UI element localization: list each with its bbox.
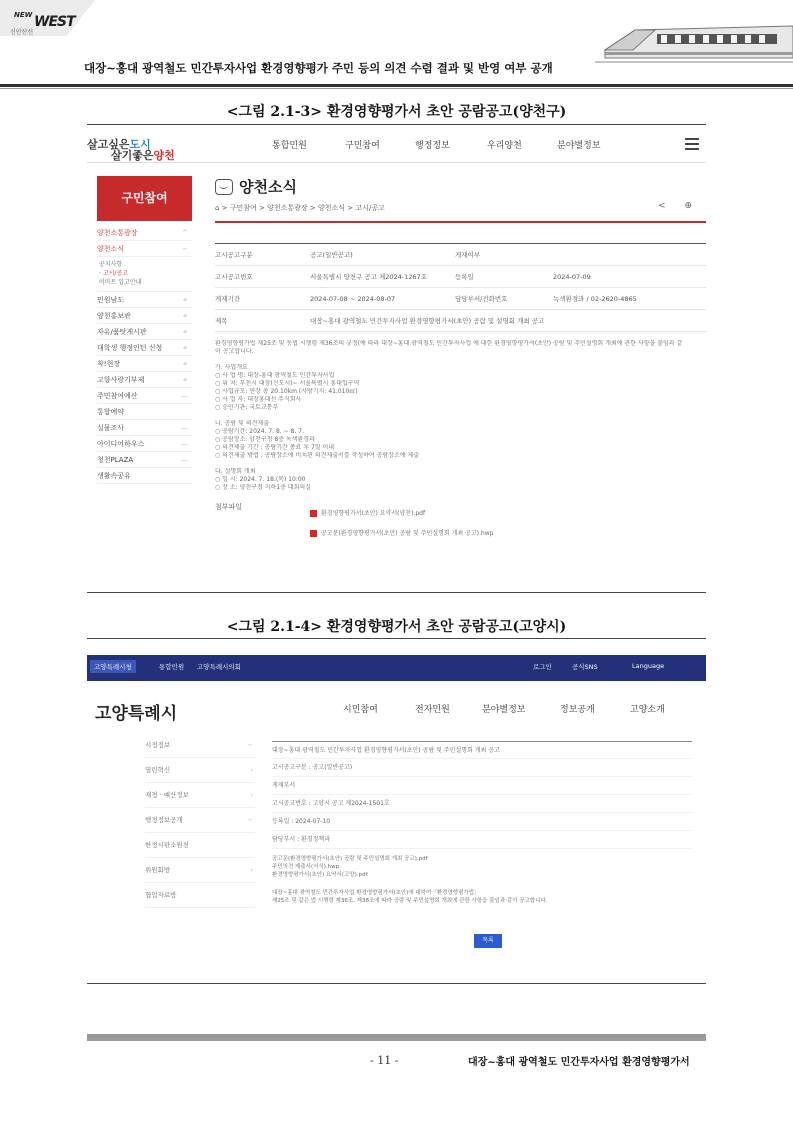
table-row: 고시공고번호 서울특별시 양천구 공고 제2024-1267호 등록일 2024-07-09 (215, 266, 706, 288)
footer-title: 대장~홍대 광역철도 민간투자사업 환경영향평가서 (468, 1057, 690, 1068)
hwp-file-icon (310, 530, 317, 537)
attachments (215, 502, 706, 542)
nav-item[interactable]: 전자민원 (415, 705, 450, 715)
figure2-screenshot (87, 655, 706, 980)
sidebar-item[interactable]: 청천PLAZA — (97, 452, 192, 468)
sidebar-item[interactable]: 민원남도 + (97, 292, 192, 308)
title-underline (215, 221, 706, 223)
header-rule (0, 84, 793, 87)
nav-item[interactable]: 정보공개 (560, 705, 595, 715)
attachment-list (272, 849, 692, 889)
pdf-file-icon (310, 510, 317, 517)
side-banner: 구민참여 (97, 176, 192, 221)
top-tab[interactable]: 고양특례시의회 (197, 663, 241, 671)
logo-word-4: 양천 (153, 149, 175, 162)
document-header-title: 대장~홍대 광역철도 민간투자사업 환경영향평가 주민 등의 의견 수렴 결과 및 반영 여부 공개 (84, 61, 553, 75)
sidebar-item[interactable]: 시정정보 − (145, 733, 255, 758)
figure1-screenshot (87, 128, 706, 588)
sidebar-item[interactable]: 고향사랑기부제 + (97, 372, 192, 388)
attachment-link[interactable]: 공고문(환경영향평가서(초안) 공람 및 주민설명회 개최 공고).hwp (310, 528, 493, 537)
login-link[interactable]: 로그인 (533, 663, 552, 671)
hamburger-menu-icon[interactable] (685, 138, 699, 150)
nav-item[interactable]: 통합민원 (272, 141, 307, 151)
sidebar-subitem[interactable]: 공지사항 (99, 261, 123, 268)
sidebar-item[interactable]: 생활속공유 (97, 468, 192, 484)
notice-field: 담당부서 : 환경정책과 (272, 831, 692, 849)
sidebar-item[interactable]: 재정 · 예산정보 › (145, 783, 255, 808)
sidebar-item[interactable]: 자유/품탓게시판 + (97, 324, 192, 340)
figure1-top-border (87, 124, 706, 125)
smile-icon (215, 179, 233, 195)
footer-bar (87, 1034, 706, 1041)
top-tab[interactable]: 통합민원 (159, 663, 185, 671)
notice-title: 대장~홍대 광역철도 민간투자사업 환경영향평가서(초안) 공람 및 주민설명회 개최 공고 (272, 741, 692, 759)
notice-field: 게재부서 (272, 777, 692, 795)
attachment-link[interactable]: 공고문(환경영향평가서(초안) 공람 및 주민설명회 개최 공고).pdf (272, 856, 428, 862)
attachments-label: 첨부파일 (215, 503, 243, 511)
sidebar-item[interactable]: 아이디어하우스 — (97, 436, 192, 452)
sidebar-item[interactable]: 통합예약 (97, 404, 192, 420)
figure1-bottom-border (87, 592, 706, 593)
sidebar-item[interactable]: 양천소통광장 ^ (97, 225, 192, 241)
attachment-link[interactable]: 환경영향평가서(초안) 요약서(고양).pdf (272, 872, 368, 878)
figure2-top-border (87, 638, 706, 639)
notice-table (215, 243, 706, 332)
header-rule-thin (0, 88, 793, 89)
page-number: - 11 - (370, 1054, 399, 1067)
list-button[interactable]: 목록 (474, 934, 502, 948)
nav-divider (87, 162, 706, 163)
nav-item[interactable]: 우리양천 (487, 141, 522, 151)
main-content (215, 176, 706, 542)
sidebar-item[interactable]: 대학생 행정인턴 신청 + (97, 340, 192, 356)
attachment-link[interactable]: 환경영향평가서(초안) 요약서(양천).pdf (310, 508, 425, 517)
notice-text: 대장~홍대 광역철도 민간투자사업 환경영향평가서(초안)에 대하여「환경영향평가법」 (272, 890, 480, 896)
notice-field: 고시공고번호 : 고양시 공고 제2024-1501호 (272, 795, 692, 813)
table-row: 고시공고구분 공고(일반공고) 게재여부 (215, 244, 706, 266)
breadcrumb-text: ⌂ > 구민참여 > 양천소통광장 > 양천소식 > 고시/공고 (215, 204, 385, 212)
logo-new-text: NEW (14, 11, 33, 19)
notice-text: 제25조 및 같은 법 시행령 제36조, 제38조에 따라 공람 및 주민설명회 개최에 관한 사항을 붙임과 같이 공고합니다. (272, 898, 548, 904)
goyang-brand[interactable]: 고양특례시 (95, 704, 178, 724)
figure2-caption: <그림 2.1-4> 환경영향평가서 초안 공람공고(고양시) (226, 619, 567, 635)
nav-item[interactable]: 분야별정보 (482, 705, 526, 715)
logo-west-text: WEST (34, 14, 75, 30)
sidebar (97, 225, 192, 484)
sidebar-item[interactable]: 행정정보공개 − (145, 808, 255, 833)
sidebar-item[interactable]: 열린혁신 › (145, 758, 255, 783)
sns-link[interactable]: 공식SNS (572, 663, 598, 671)
attachment-link[interactable]: 주민의견 제출서(서식).hwp (272, 864, 340, 870)
notice-body: 환경영향평가법 제25조 및 동법 시행령 제36조의 규정(에 따라 대장~홍대 광역철도 민간투자사업 에 대한 환경영향평가서(초안) 공람 및 주민설명회 개최에 관한 사항을 붙임과 같 이 공고합니다. 가. 사업개요 ○ 사 업 명: 대장-홍대 광역철도 민간투자사업 ○ 위 치: 부천시 대장(신도시)~ 서울특별시 홍대입구역 ○ 사업규모: 연장 총 20.10km (사방기지: 41,010㎡) ○ 사 업 자: 대장홍대선 주식회사 ○ 승인기관: 국토교통부 나. 공람 및 의견제출 ○ 공람기간: 2024. 7. 8. ~ 8. 7. ○ 공람장소: 양천구청 8층 녹색환경과 ○ 의견제출 기간 : 공람기간 종료 후 7일 이내 ○ 의견제출 방법 : 공람장소에 비치된 의견제출서를 작성하여 공람장소에 제출 다. 설명회 개최 ○ 일 시: 2024. 7. 18.(목) 10:00 ○ 장 소: 양천구청 지하1층 대회의실 (215, 340, 683, 491)
logo-sub-text: 신안산선 (10, 29, 34, 36)
notice-field: 등록일 : 2024-07-10 (272, 813, 692, 831)
notice-field: 고시공고구분 : 공고(일반공고) (272, 759, 692, 777)
nav-item[interactable]: 시민참여 (343, 705, 378, 715)
breadcrumb (215, 203, 706, 213)
nav-item[interactable]: 고양소개 (630, 705, 665, 715)
nav-item[interactable]: 구민참여 (345, 141, 380, 151)
sidebar-subitem-active[interactable]: · 고시/공고 (99, 270, 129, 277)
nav-item[interactable]: 행정정보 (415, 141, 450, 151)
sidebar-item[interactable]: 양천홍보관 + (97, 308, 192, 324)
top-tab[interactable]: 고양특례시청 (90, 660, 136, 673)
table-row: 제목 대장~홍대 광역철도 민간투자사업 환경영향평가서(초안) 공람 및 설명회 개최 공고 (215, 310, 706, 332)
nav-item[interactable]: 분야별정보 (557, 141, 601, 151)
logo-word-1: 살고싶은 (87, 138, 130, 151)
sidebar-item[interactable]: 위원회방 › (145, 858, 255, 883)
sidebar-item[interactable]: 실물조사 — (97, 420, 192, 436)
page-title-text: 양천소식 (239, 178, 297, 196)
sidebar-item[interactable]: 주민참여예산 — (97, 388, 192, 404)
logo-word-2: 도시 (129, 138, 151, 151)
share-print-icons[interactable]: < ⊕ (658, 201, 700, 211)
notice-content (272, 741, 692, 905)
sidebar-item[interactable]: 협업자료방 (145, 883, 255, 908)
sidebar-subitem[interactable]: 이마트 입고안내 (99, 279, 142, 286)
page-title (215, 176, 706, 197)
language-select[interactable]: Language (632, 662, 665, 670)
yangcheon-logo-line2 (111, 147, 175, 163)
sidebar-submenu (97, 257, 192, 292)
figure1-caption: <그림 2.1-3> 환경영향평가서 초안 공람공고(양천구) (226, 104, 567, 120)
logo-word-3: 살기좋은 (111, 149, 154, 162)
figure2-bottom-border (87, 983, 706, 984)
sidebar-item[interactable]: 한정시판소원천 (145, 833, 255, 858)
goyang-top-bar (87, 655, 706, 681)
table-row: 게재기간 2024-07-08 ~ 2024-08-07 담당부서/전화번호 녹색환경과 / 02-2620-4865 (215, 288, 706, 310)
sidebar (145, 733, 255, 908)
sidebar-item[interactable]: 착!현장 + (97, 356, 192, 372)
sidebar-item[interactable]: 양천소식 − (97, 241, 192, 257)
